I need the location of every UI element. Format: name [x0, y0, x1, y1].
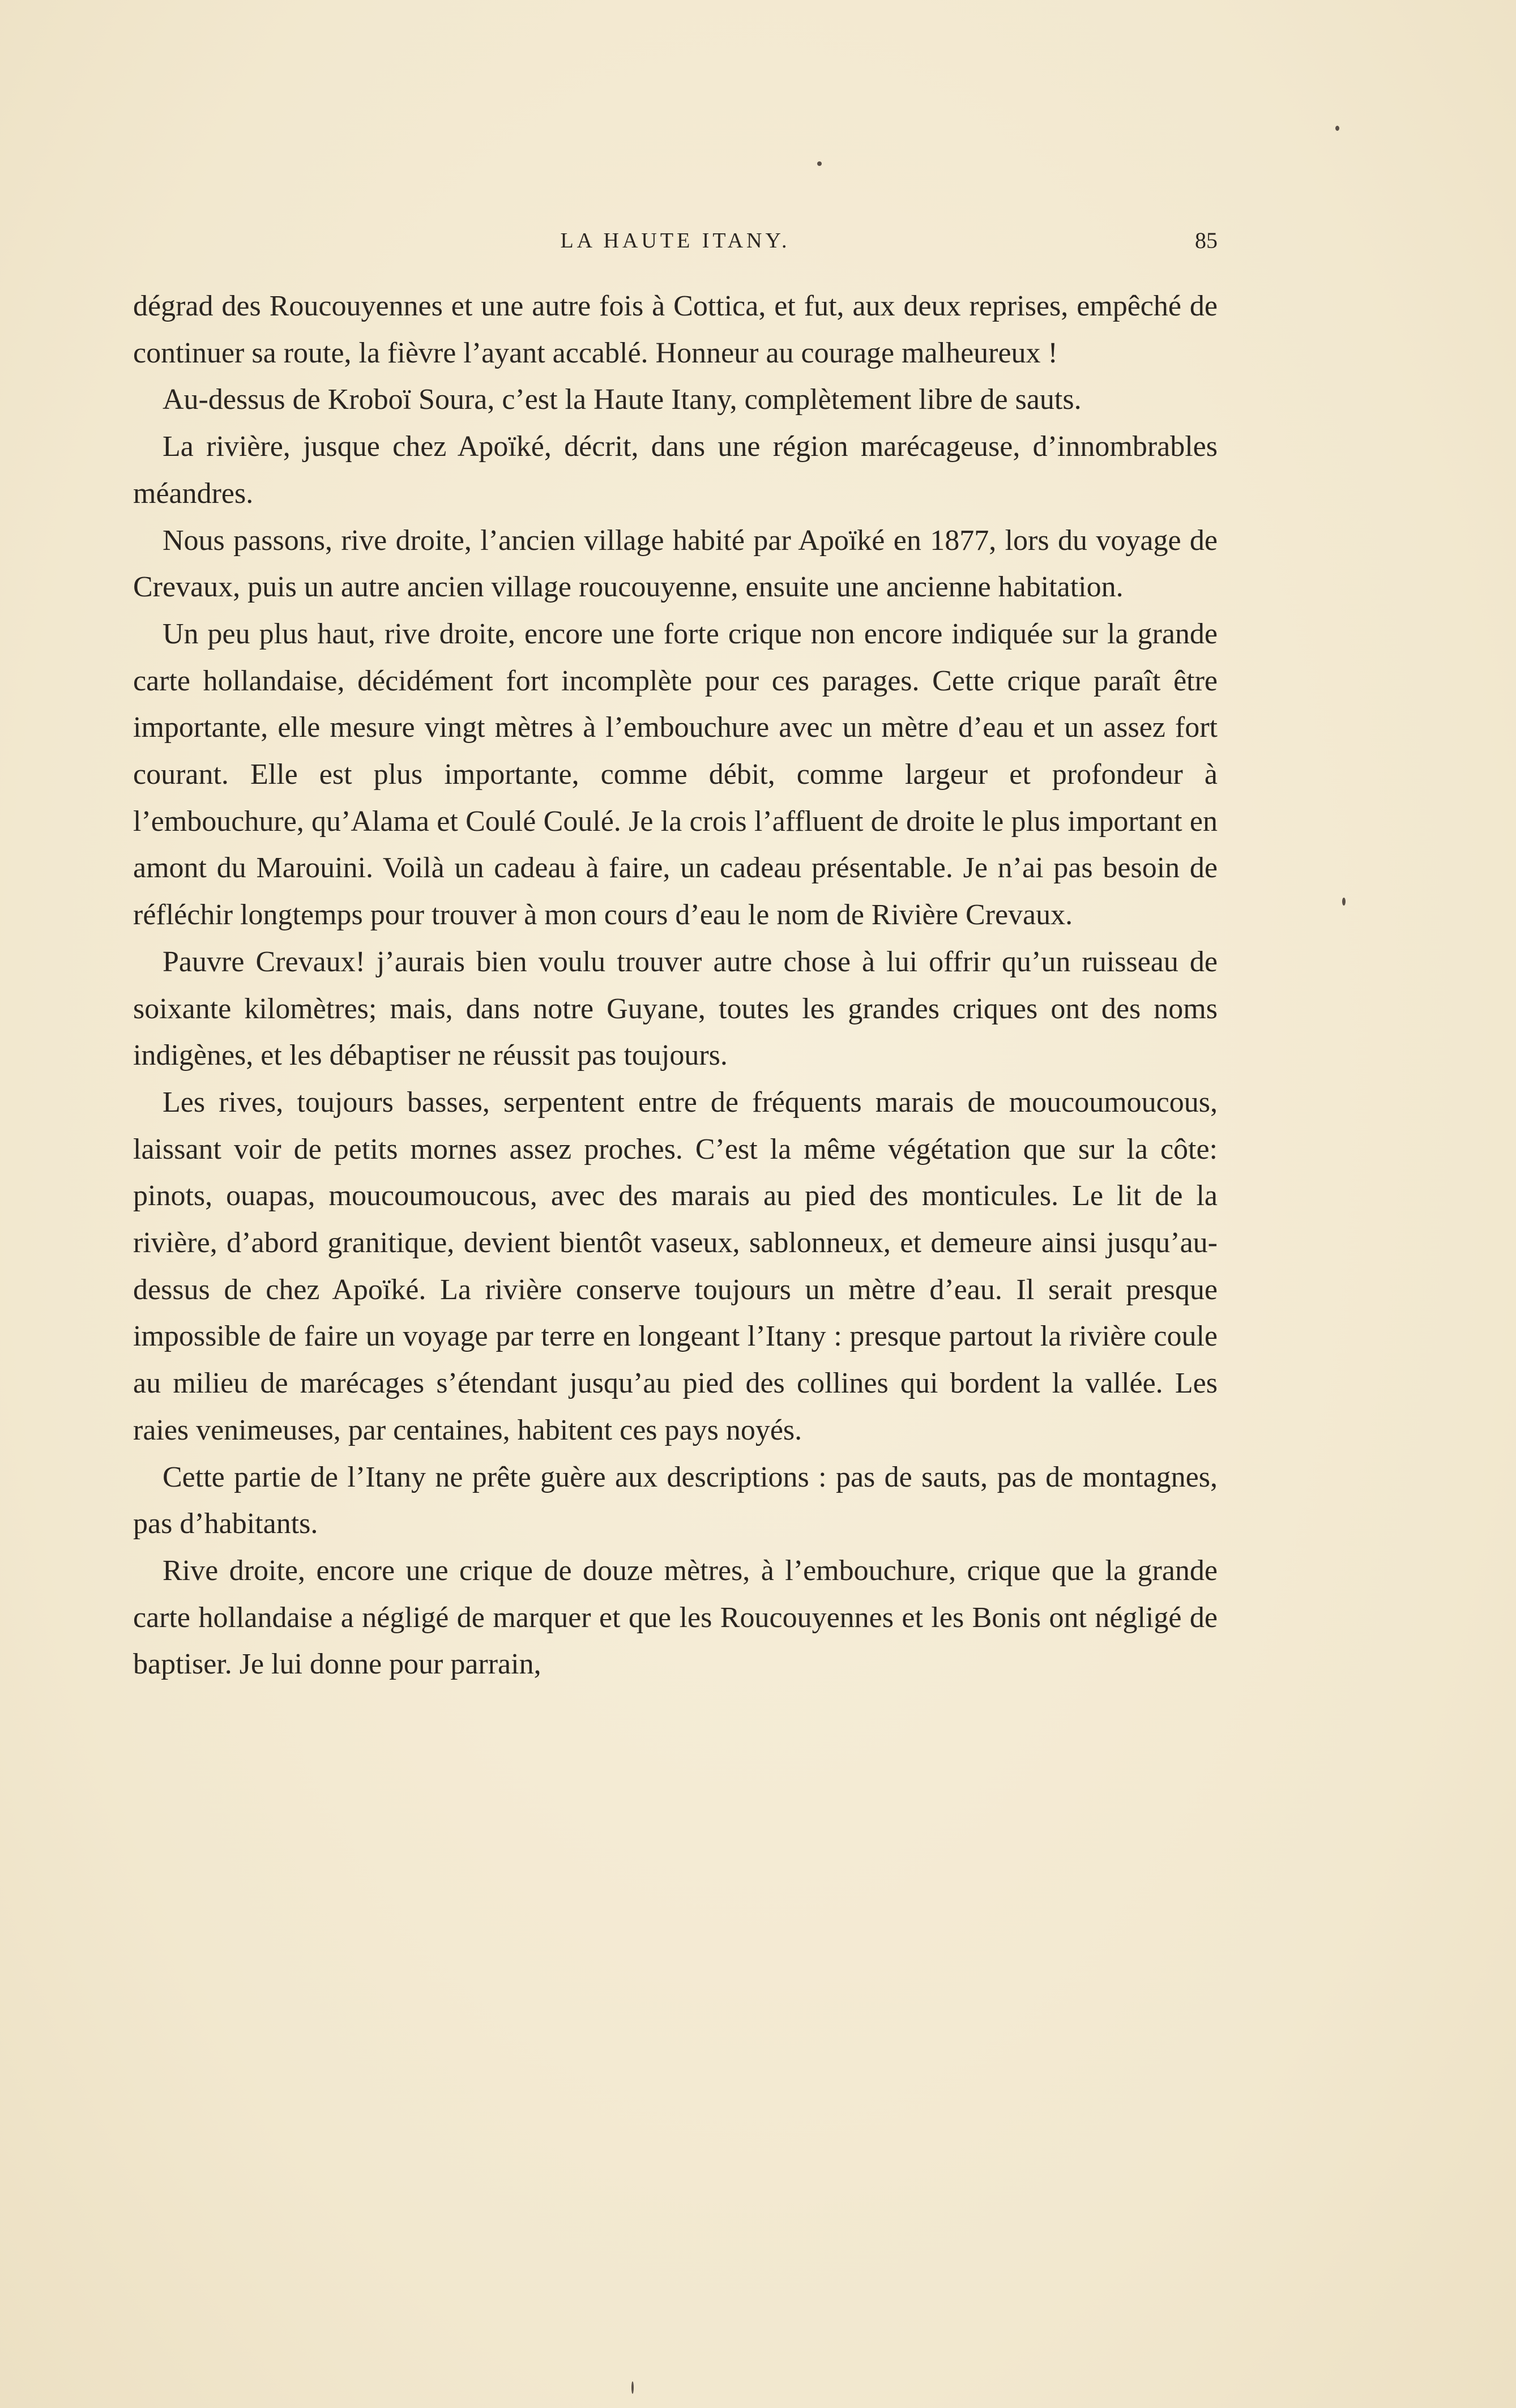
paragraph: dégrad des Roucouyennes et une autre fois à Cottica, et fut, aux deux reprises, empêché de continuer sa route, la fièvre l’ayant accablé. Honneur au courage malheureux !	[133, 290, 1218, 369]
paper-speck	[631, 2381, 634, 2394]
paper-speck	[817, 161, 822, 166]
paper-speck	[1342, 898, 1346, 906]
paragraph: Cette partie de l’Itany ne prête guère aux descriptions : pas de sauts, pas de montagnes, pas d’habitants.	[133, 1461, 1218, 1540]
body-text	[133, 283, 1218, 1688]
paragraph: Les rives, toujours basses, serpentent entre de fréquents marais de moucoumoucous, laissant voir de petits mornes assez proches. C’est la même végétation que sur la côte: pinots, ouapas, moucoumoucous, avec des marais au pied des monticules. Le lit de la rivière, d’abord granitique, devient bientôt vaseux, sablonneux, et demeure ainsi jusqu’au-dessus de chez Apoïké. La rivière conserve toujours un mètre d’eau. Il serait presque impossible de faire un voyage par terre en longeant l’Itany : presque partout la rivière coule au milieu de marécages s’étendant jusqu’au pied des collines qui bordent la vallée. Les raies venimeuses, par centaines, habitent ces pays noyés.	[133, 1086, 1218, 1446]
paragraph: Au-dessus de Kroboï Soura, c’est la Haute Itany, complètement libre de sauts.	[163, 383, 1082, 416]
paragraph: Un peu plus haut, rive droite, encore une forte crique non encore indiquée sur la grande carte hollandaise, décidément fort incomplète pour ces parages. Cette crique paraît être importante, elle mesure vingt mètres à l’embouchure avec un mètre d’eau et un assez fort courant. Elle est plus importante, comme débit, comme largeur et profondeur à l’embouchure, qu’Alama et Coulé Coulé. Je la crois l’affluent de droite le plus important en amont du Marouini. Voilà un cadeau à faire, un cadeau présentable. Je n’ai pas besoin de réfléchir longtemps pour trouver à mon cours d’eau le nom de Rivière Crevaux.	[133, 617, 1218, 932]
paper-speck	[1335, 126, 1339, 131]
running-title: LA HAUTE ITANY.	[560, 229, 791, 253]
paragraph: Rive droite, encore une crique de douze mètres, à l’embouchure, crique que la grande carte hollandaise a négligé de marquer et que les Roucouyennes et les Bonis ont négligé de baptiser. Je lui donne pour parrain,	[133, 1554, 1218, 1681]
paragraph: Nous passons, rive droite, l’ancien village habité par Apoïké en 1877, lors du voyage de Crevaux, puis un autre ancien village roucouyenne, ensuite une ancienne habitation.	[133, 524, 1218, 604]
page-header	[133, 224, 1218, 258]
paragraph: La rivière, jusque chez Apoïké, décrit, dans une région marécageuse, d’innombrables méandres.	[133, 430, 1218, 510]
page-number: 85	[1195, 228, 1218, 253]
paragraph: Pauvre Crevaux! j’aurais bien voulu trouver autre chose à lui offrir qu’un ruisseau de soixante kilomètres; mais, dans notre Guyane, toutes les grandes criques ont des noms indigènes, et les débaptiser ne réussit pas toujours.	[133, 945, 1218, 1072]
